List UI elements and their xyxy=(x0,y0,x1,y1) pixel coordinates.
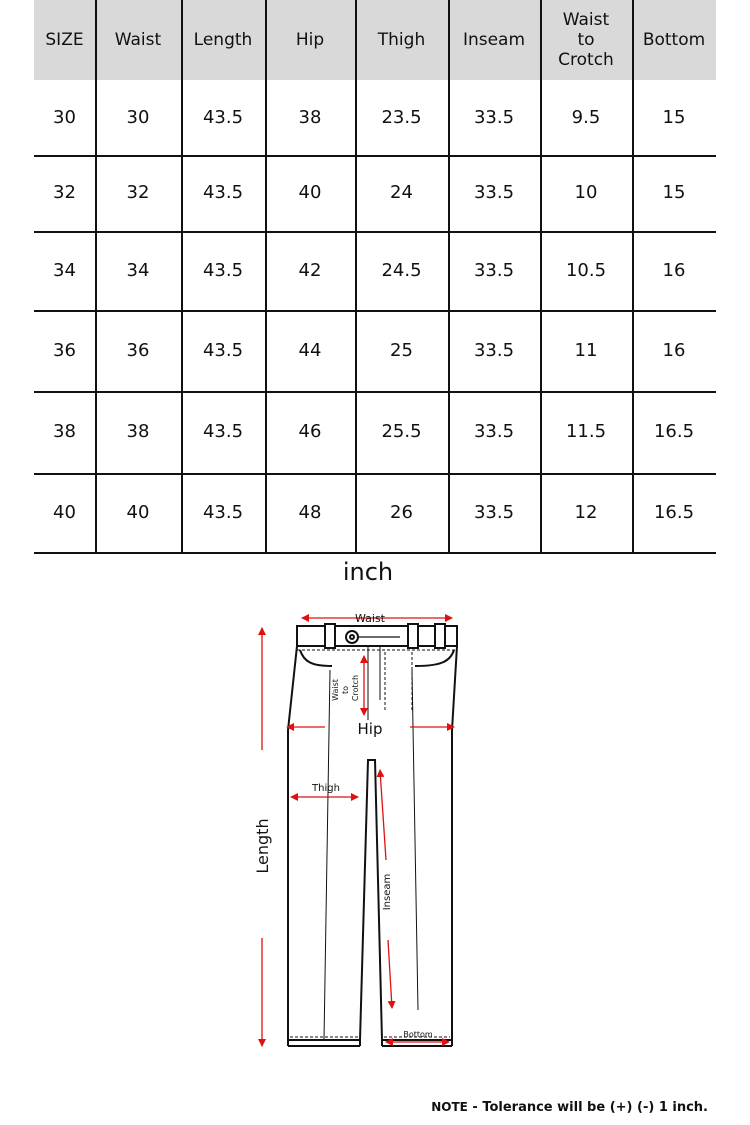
table-cell: 10 xyxy=(574,182,598,203)
note-text: - Tolerance will be (+) (-) 1 inch. xyxy=(467,1100,708,1115)
table-header-cell: SIZE xyxy=(45,30,84,50)
table-cell: 34 xyxy=(53,259,76,281)
table-cell: 36 xyxy=(53,339,76,361)
table-cell: 33.5 xyxy=(473,501,515,523)
table-cell: 38 xyxy=(298,106,322,128)
table-cell: 33.5 xyxy=(473,182,515,203)
table-cell: 46 xyxy=(298,421,322,442)
table-cell: 30 xyxy=(53,106,76,128)
waist-to-crotch-label-1: Waist xyxy=(331,679,340,701)
table-cell: 43.5 xyxy=(202,259,244,281)
table-cell: 16.5 xyxy=(653,501,695,523)
table-cell: 40 xyxy=(298,182,322,203)
waist-label: Waist xyxy=(354,612,386,625)
pants-outline xyxy=(288,624,457,1046)
table-cell: 42 xyxy=(298,259,322,281)
table-cell: 38 xyxy=(53,421,76,442)
table-cell: 23.5 xyxy=(381,106,422,128)
note-key: NOTE xyxy=(431,1100,468,1114)
stitch-lines xyxy=(290,650,457,1037)
waist-to-crotch-label-2: to xyxy=(341,685,350,695)
table-header-cell: Thigh xyxy=(377,30,426,50)
table-cell: 33.5 xyxy=(473,106,515,128)
table-cell: 16.5 xyxy=(653,421,695,442)
bottom-label: Bottom xyxy=(403,1030,433,1039)
table-cell: 48 xyxy=(298,501,322,523)
table-header-cell: Inseam xyxy=(462,30,526,50)
pants-measurement-diagram xyxy=(240,600,480,1080)
table-row-divider xyxy=(34,552,716,554)
table-cell: 43.5 xyxy=(202,106,244,128)
table-cell: 24.5 xyxy=(381,259,422,281)
table-cell: 43.5 xyxy=(202,182,244,203)
table-cell: 40 xyxy=(126,501,150,523)
table-cell: 43.5 xyxy=(202,501,244,523)
table-cell: 11 xyxy=(574,339,598,361)
table-cell: 36 xyxy=(126,339,150,361)
table-cell: 16 xyxy=(662,259,686,281)
unit-label: inch xyxy=(342,558,394,586)
table-cell: 33.5 xyxy=(473,421,515,442)
table-cell: 25.5 xyxy=(381,421,422,442)
table-cell: 34 xyxy=(126,259,150,281)
table-cell: 32 xyxy=(53,182,76,203)
table-cell: 30 xyxy=(126,106,150,128)
tolerance-note xyxy=(431,1100,708,1115)
table-header-cell: Length xyxy=(193,30,253,50)
table-header-cell: Waist to Crotch xyxy=(558,10,614,70)
inseam-arrow-bottom xyxy=(388,940,392,1008)
hip-label: Hip xyxy=(357,720,383,738)
table-cell: 24 xyxy=(390,182,413,203)
length-label: Length xyxy=(253,818,272,874)
table-cell: 15 xyxy=(662,182,686,203)
inseam-label: Inseam xyxy=(382,873,393,911)
table-cell: 10.5 xyxy=(565,259,607,281)
table-cell: 43.5 xyxy=(202,421,244,442)
thigh-label: Thigh xyxy=(312,783,340,794)
table-cell: 38 xyxy=(126,421,150,442)
table-cell: 25 xyxy=(390,339,413,361)
table-cell: 16 xyxy=(662,339,686,361)
table-header-cell: Waist xyxy=(114,30,162,50)
size-chart-table xyxy=(34,0,716,552)
table-header-cell: Bottom xyxy=(642,30,706,50)
table-cell: 9.5 xyxy=(571,106,601,128)
table-header-cell: Hip xyxy=(295,30,325,50)
waist-to-crotch-label-3: Crotch xyxy=(351,674,360,702)
table-cell: 26 xyxy=(390,501,413,523)
table-cell: 12 xyxy=(574,501,598,523)
table-cell: 33.5 xyxy=(473,339,515,361)
table-cell: 32 xyxy=(126,182,150,203)
table-cell: 40 xyxy=(53,501,76,523)
inseam-arrow-top xyxy=(380,770,386,860)
table-cell: 43.5 xyxy=(202,339,244,361)
table-cell: 15 xyxy=(662,106,686,128)
table-cell: 11.5 xyxy=(565,421,607,442)
table-cell: 33.5 xyxy=(473,259,515,281)
table-cell: 44 xyxy=(298,339,322,361)
